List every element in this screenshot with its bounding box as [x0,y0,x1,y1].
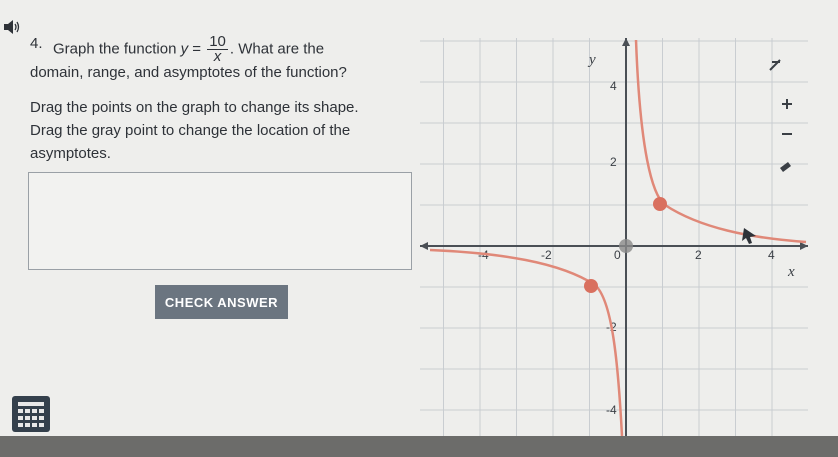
zoom-in-icon[interactable] [782,99,792,109]
x-axis-arrow-left [420,242,428,250]
equation-fraction: $\frac{10}{x}$ [209,33,226,65]
curve-point-right[interactable] [653,197,667,211]
mouse-cursor-icon [742,228,756,244]
y-axis-label: y [589,52,596,68]
x-tick-label: 0 [614,248,621,262]
x-axis-arrow [800,242,808,250]
question-text: Graph the function y = $\frac{10}{x}$ . What are the [53,33,325,65]
x-tick-label: -4 [478,248,489,262]
curve-point-left[interactable] [584,279,598,293]
question-text-line2: domain, range, and asymptotes of the function? [30,64,347,81]
question-number: 4. [30,35,43,52]
bottom-bar [0,436,838,457]
equation-equals: = [192,40,202,58]
equation-y: y [180,40,189,58]
x-tick-label: 2 [695,248,702,262]
check-answer-button[interactable]: CHECK ANSWER [155,285,288,319]
y-tick-label: 2 [610,155,617,169]
x-tick-label: -2 [541,248,552,262]
y-tick-label: -2 [606,320,617,334]
x-axis-label: x [788,264,795,280]
asymptote-point[interactable] [619,239,633,253]
x-tick-label: 4 [768,248,775,262]
instructions: Drag the points on the graph to change its shape. Drag the gray point to change the location of the asymptotes. [30,99,359,162]
y-axis-arrow [622,38,630,46]
y-tick-label: 4 [610,79,617,93]
curve-branch-left [430,250,622,436]
y-tick-label: -4 [606,403,617,417]
curve-branch-right [636,40,806,242]
